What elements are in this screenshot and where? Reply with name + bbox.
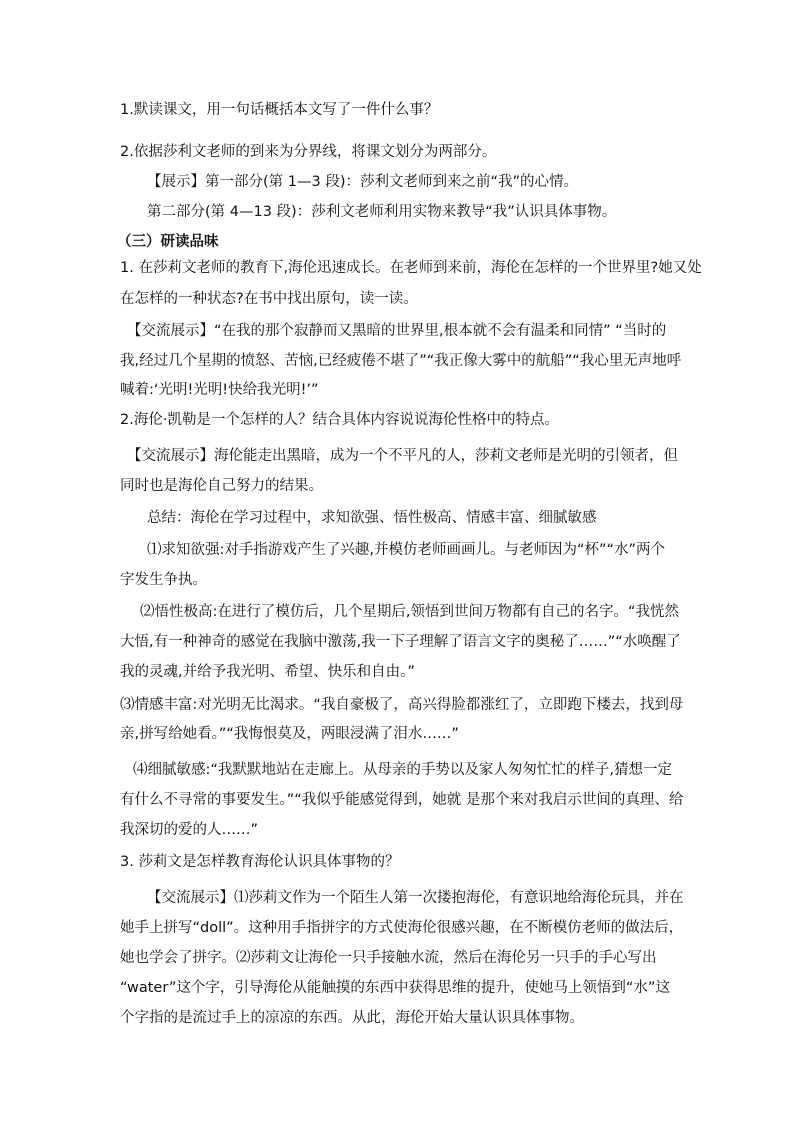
trait-2-line-1: ⑵悟性极高:在进行了模仿后，几个星期后,领悟到世间万物都有自己的名字。“我恍然 [140,604,680,620]
exchange-display-2-line-2: 同时也是海伦自己努力的结果。 [120,478,323,494]
trait-2-line-2: 大悟,有一种神奇的感觉在我脑中激荡,我一下子理解了语言文字的奥秘了……”“水唤醒了 [120,634,681,650]
exchange-display-3-line-5: 个字指的是流过手上的凉凉的东西。从此，海伦开始大量认识具体事物。 [120,1010,584,1026]
trait-3-line-1: ⑶情感丰富:对光明无比渴求。“我自豪极了，高兴得脸都涨红了，立即跑下楼去，找到母 [120,697,684,713]
trait-4-line-3: 我深切的爱的人……” [120,822,259,838]
study-question-1-line-2: 在怎样的一种状态?在书中找出原句，读一读。 [120,291,418,307]
summary: 总结：海伦在学习过程中，求知欲强、悟性极高、情感丰富、细腻敏感 [147,510,597,526]
exchange-display-3-line-3: 她也学会了拼字。⑵莎莉文让海伦一只手接触水流，然后在海伦另一只手的手心写出 [120,950,657,966]
trait-3-line-2: 亲,拼写给她看。”“我悔恨莫及，两眼浸满了泪水……” [120,726,459,742]
study-question-1-line-1: 1. 在莎莉文老师的教育下,海伦迅速成长。在老师到来前，海伦在怎样的一个世界里?她又处 [120,260,702,276]
display-part-one: 【展示】第一部分(第 1—3 段)：莎利文老师到来之前“我”的心情。 [147,174,579,190]
study-question-3: 3. 莎莉文是怎样教育海伦认识具体事物的？ [120,854,400,870]
exchange-display-3-line-1: 【交流展示】⑴莎莉文作为一个陌生人第一次搂抱海伦，有意识地给海伦玩具，并在 [147,890,684,906]
question-2: 2.依据莎利文老师的到来为分界线，将课文划分为两部分。 [120,144,497,160]
exchange-display-3-line-2: 她手上拼写“doll”。这种用手指拼字的方式使海伦很感兴趣，在不断模仿老师的做法后， [120,920,684,936]
exchange-display-3-line-4: “water”这个字，引导海伦从能触摸的东西中获得思维的提升，使她马上领悟到“水”这 [120,980,670,996]
exchange-display-1-line-2: 我,经过几个星期的愤怒、苦恼,已经疲倦不堪了”“我正像大雾中的航船”“我心里无声地呼 [120,353,682,369]
trait-4-line-1: ⑷细腻敏感:“我默默地站在走廊上。从母亲的手势以及家人匆匆忙忙的样子,猜想一定 [133,762,673,778]
trait-1-line-1: ⑴求知欲强:对手指游戏产生了兴趣,并模仿老师画画儿。与老师因为“杯”“水”两个 [147,542,666,558]
question-1: 1.默读课文，用一句话概括本文写了一件什么事？ [120,102,439,118]
trait-1-line-2: 字发生争执。 [120,572,207,588]
exchange-display-2-line-1: 【交流展示】海伦能走出黑暗，成为一个不平凡的人，莎莉文老师是光明的引领者，但 [127,448,678,464]
exchange-display-1-line-1: 【交流展示】“在我的那个寂静而又黑暗的世界里,根本就不会有温柔和同情” “当时的 [127,323,667,339]
trait-4-line-2: 有什么不寻常的事要发生。”“我似乎能感觉得到，她就 是那个来对我启示世间的真理、给 [120,792,684,808]
study-question-2: 2.海伦·凯勒是一个怎样的人？结合具体内容说说海伦性格中的特点。 [120,412,559,428]
display-part-two: 第二部分(第 4—13 段)：莎利文老师利用实物来教导“我”认识具体事物。 [147,204,617,220]
trait-2-line-3: 我的灵魂,并给予我光明、希望、快乐和自由。” [120,664,415,680]
exchange-display-1-line-3: 喊着:‘光明!光明!快给我光明!’” [120,382,319,398]
section-heading: （三）研读品味 [117,234,219,250]
